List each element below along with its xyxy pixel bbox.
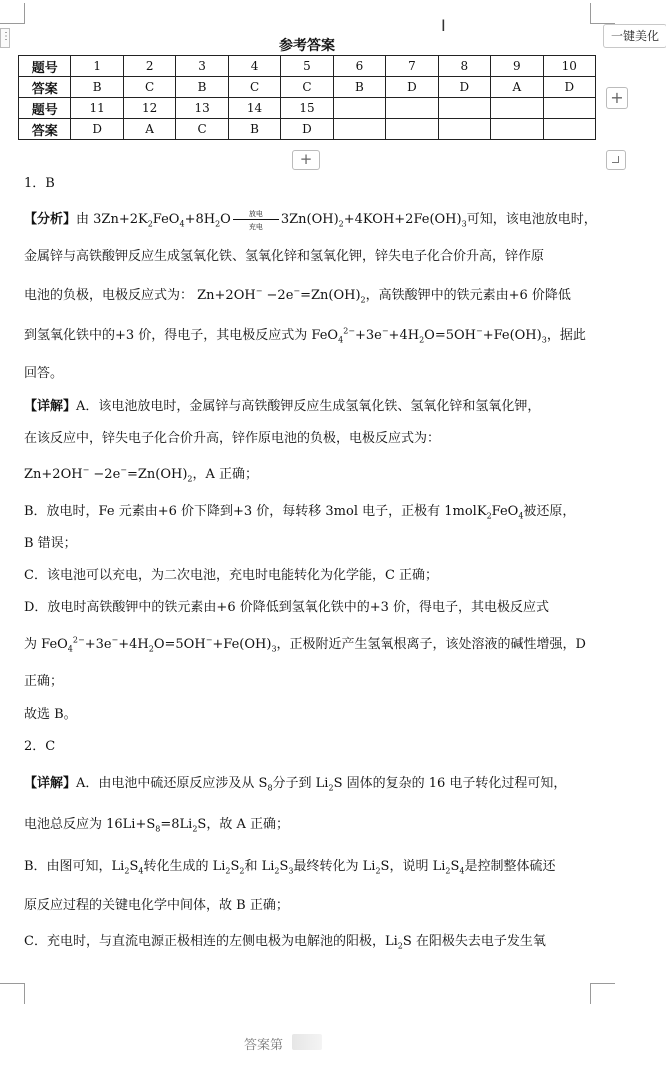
subscript: 4 xyxy=(179,219,185,229)
text: O=5OH xyxy=(153,637,206,652)
q1-option-d-line-3: 正确； xyxy=(24,674,64,689)
text: FeO xyxy=(152,212,180,227)
detail-tag: 【详解】 xyxy=(24,399,77,414)
subscript: 4 xyxy=(459,866,465,876)
table-cell: 11 xyxy=(71,98,123,119)
table-cell: D xyxy=(281,119,333,140)
subscript: 3 xyxy=(288,866,294,876)
text: =Zn(OH) xyxy=(300,288,361,303)
table-cell: B xyxy=(176,77,228,98)
text: +Fe(OH) xyxy=(212,637,272,652)
text: 转化生成的 Li xyxy=(143,859,226,874)
text: −2e xyxy=(89,467,121,482)
q1-analysis-line-1 xyxy=(24,208,597,229)
answer-table xyxy=(18,55,596,140)
page-title: 参考答案 xyxy=(279,38,335,54)
table-cell-empty xyxy=(543,119,595,140)
table-cell-empty xyxy=(543,98,595,119)
table-cell: B xyxy=(71,77,123,98)
text: S xyxy=(279,859,289,874)
subscript: 8 xyxy=(267,783,273,793)
table-cell: 5 xyxy=(281,56,333,77)
subscript: 2 xyxy=(445,866,451,876)
table-cell-empty xyxy=(438,119,490,140)
table-cell: 9 xyxy=(491,56,543,77)
table-cell: 6 xyxy=(333,56,385,77)
text: B．放电时，Fe 元素由+6 价下降到+3 价，每转移 3mol 电子，正极有 1molK xyxy=(24,504,487,519)
table-cell: 12 xyxy=(123,98,175,119)
subscript: 4 xyxy=(518,511,524,521)
subscript: 2 xyxy=(338,219,344,229)
table-cell: C xyxy=(228,77,280,98)
table-cell: C xyxy=(281,77,333,98)
detail-tag: 【详解】 xyxy=(24,776,77,791)
page-corner-mark-bottom-left xyxy=(0,983,25,1004)
subscript: 2 xyxy=(328,783,334,793)
subscript: 2 xyxy=(215,219,221,229)
text: A．该电池放电时，金属锌与高铁酸钾反应生成氢氧化铁、氢氧化锌和氢氧化钾， xyxy=(76,399,541,414)
table-cell: 8 xyxy=(438,56,490,77)
superscript: − xyxy=(293,286,301,296)
subscript: 8 xyxy=(155,824,161,834)
table-cell: 10 xyxy=(543,56,595,77)
subscript: 2 xyxy=(239,866,245,876)
table-row xyxy=(19,77,596,98)
q2-header: 2．C xyxy=(24,739,56,754)
table-cell: B xyxy=(333,77,385,98)
text: B．由图可知，Li xyxy=(24,859,125,874)
text: O=5OH xyxy=(424,328,476,343)
text: 到氢氧化铁中的+3 价，得电子，其电极反应式为 FeO xyxy=(24,328,339,343)
table-cell-header: 题号 xyxy=(19,98,71,119)
subscript: 2 xyxy=(274,866,280,876)
text: 3Zn(OH) xyxy=(280,212,339,227)
table-row xyxy=(19,56,596,77)
q1-analysis-line-4 xyxy=(24,324,586,345)
table-cell-empty xyxy=(438,98,490,119)
subscript: 3 xyxy=(271,644,277,654)
text: S xyxy=(129,859,139,874)
table-cell-header: 答案 xyxy=(19,77,71,98)
subscript: 2 xyxy=(225,866,231,876)
q1-option-d-line-2 xyxy=(24,633,586,654)
subscript: 2 xyxy=(192,824,198,834)
text: 被还原， xyxy=(523,504,576,519)
arrow-line xyxy=(233,219,279,220)
q1-header: 1．B xyxy=(24,176,55,191)
superscript: − xyxy=(255,286,263,296)
table-cell: 4 xyxy=(228,56,280,77)
q1-detail-line-1 xyxy=(24,395,540,414)
text: A．由电池中硫还原反应涉及从 S xyxy=(76,776,268,791)
superscript: − xyxy=(205,635,213,645)
text: 是控制整体硫还 xyxy=(464,859,556,874)
text: C．充电时，与直流电源正极相连的左侧电极为电解池的阳极，Li xyxy=(24,934,398,949)
text: +3e xyxy=(354,328,382,343)
superscript: 2− xyxy=(72,635,85,645)
text: 由 3Zn+2K xyxy=(76,212,148,227)
text: 可知，该电池放电时， xyxy=(466,212,597,227)
q2-detail-line-1 xyxy=(24,772,566,793)
text: S，故 A 正确； xyxy=(197,817,289,832)
text: 分子到 Li xyxy=(272,776,329,791)
table-cell-header: 题号 xyxy=(19,56,71,77)
text: 电池的负极，电极反应式为： Zn+2OH xyxy=(24,288,256,303)
text: S xyxy=(230,859,240,874)
q2-detail-line-2 xyxy=(24,813,289,834)
q1-analysis-line-3 xyxy=(24,284,571,305)
footer-page-number-blurred xyxy=(292,1034,322,1050)
text: =Zn(OH) xyxy=(126,467,188,482)
text: ，A 正确； xyxy=(192,467,259,482)
text: +4KOH+2Fe(OH) xyxy=(343,212,462,227)
q2-option-b-line-2: 原反应过程的关键电化学中间体，故 B 正确； xyxy=(24,898,289,913)
text: −2e xyxy=(262,288,294,303)
analysis-tag: 【分析】 xyxy=(24,212,77,227)
table-cell: D xyxy=(438,77,490,98)
table-cell-empty xyxy=(491,119,543,140)
beautify-button[interactable]: 一键美化 xyxy=(603,24,666,48)
subscript: 4 xyxy=(67,644,73,654)
table-cell: 7 xyxy=(386,56,438,77)
q1-detail-line-3 xyxy=(24,463,258,484)
table-cell: D xyxy=(543,77,595,98)
q1-detail-line-2: 在该反应中，锌失电子化合价升高，锌作原电池的负极，电极反应式为： xyxy=(24,431,441,446)
subscript: 2 xyxy=(419,335,425,345)
superscript: − xyxy=(120,465,127,475)
table-cell: 2 xyxy=(123,56,175,77)
text: 为 FeO xyxy=(24,637,68,652)
table-cell: C xyxy=(123,77,175,98)
subscript: 4 xyxy=(338,335,344,345)
table-cell-empty xyxy=(333,98,385,119)
table-cell: D xyxy=(386,77,438,98)
text: =8Li xyxy=(160,817,193,832)
table-cell: D xyxy=(71,119,123,140)
text: 和 Li xyxy=(244,859,275,874)
table-cell: 1 xyxy=(71,56,123,77)
arrow-top-label: 放电 xyxy=(248,209,263,218)
q1-option-d-line-1: D．放电时高铁酸钾中的铁元素由+6 价降低到氢氧化铁中的+3 价，得电子，其电极反应式 xyxy=(24,600,550,615)
arrow-bottom-label: 充电 xyxy=(248,222,263,231)
q1-analysis-line-2: 金属锌与高铁酸钾反应生成氢氧化铁、氢氧化锌和氢氧化钾，锌失电子化合价升高，锌作原 xyxy=(24,249,545,264)
table-cell: A xyxy=(491,77,543,98)
table-cell-empty xyxy=(386,98,438,119)
text: ，据此 xyxy=(546,328,586,343)
text: O xyxy=(220,212,231,227)
subscript: 2 xyxy=(147,219,153,229)
table-cell: B xyxy=(228,119,280,140)
subscript: 2 xyxy=(148,644,154,654)
table-row xyxy=(19,119,596,140)
text: ，正极附近产生氢氧根离子，该处溶液的碱性增强，D xyxy=(276,637,586,652)
q2-option-c-line-1 xyxy=(24,930,546,951)
text: 电池总反应为 16Li+S xyxy=(24,817,156,832)
text: S 在阳极失去电子发生氧 xyxy=(402,934,546,949)
text: Zn+2OH xyxy=(24,467,83,482)
text: S 固体的复杂的 16 电子转化过程可知， xyxy=(333,776,567,791)
subscript: 2 xyxy=(375,866,381,876)
table-cell-header: 答案 xyxy=(19,119,71,140)
reaction-arrow xyxy=(231,209,281,231)
q1-option-b-line-2: B 错误； xyxy=(24,536,77,551)
text: 最终转化为 Li xyxy=(293,859,376,874)
add-column-button[interactable]: + xyxy=(606,87,628,109)
text: +4H xyxy=(388,328,420,343)
page-corner-mark-bottom-right xyxy=(590,983,615,1004)
table-cell: 13 xyxy=(176,98,228,119)
superscript: − xyxy=(111,635,119,645)
text: FeO xyxy=(491,504,519,519)
text: +8H xyxy=(184,212,216,227)
q1-option-c-line: C．该电池可以充电，为二次电池，充电时电能转化为化学能，C 正确； xyxy=(24,568,439,583)
q1-choice-line: 故选 B。 xyxy=(24,707,77,722)
table-cell: C xyxy=(176,119,228,140)
text: ，高铁酸钾中的铁元素由+6 价降低 xyxy=(365,288,571,303)
page-corner-mark-top-left xyxy=(0,3,25,24)
q1-analysis-line-5: 回答。 xyxy=(24,366,64,381)
table-cell: 3 xyxy=(176,56,228,77)
text: +3e xyxy=(84,637,112,652)
table-row xyxy=(19,98,596,119)
subscript: 2 xyxy=(360,295,366,305)
table-cell-empty xyxy=(491,98,543,119)
add-row-button[interactable]: + xyxy=(292,150,320,170)
q1-option-b-line-1 xyxy=(24,500,575,521)
superscript: − xyxy=(475,326,483,336)
table-cell-empty xyxy=(333,119,385,140)
table-resize-icon[interactable] xyxy=(606,150,626,170)
subscript: 3 xyxy=(541,335,547,345)
text: +Fe(OH) xyxy=(482,328,542,343)
superscript: − xyxy=(381,326,389,336)
text-cursor-icon: I xyxy=(441,16,446,35)
table-move-handle[interactable]: ⋮ xyxy=(0,28,10,48)
subscript: 2 xyxy=(486,511,492,521)
page-corner-mark-top-right xyxy=(590,3,615,24)
text: +4H xyxy=(118,637,149,652)
subscript: 4 xyxy=(138,866,144,876)
superscript: − xyxy=(82,465,90,475)
subscript: 2 xyxy=(187,474,193,484)
superscript: 2− xyxy=(343,326,355,336)
text: S xyxy=(450,859,460,874)
table-cell: 14 xyxy=(228,98,280,119)
subscript: 2 xyxy=(397,941,403,951)
table-cell: A xyxy=(123,119,175,140)
table-cell-empty xyxy=(386,119,438,140)
subscript: 3 xyxy=(461,219,467,229)
text: S，说明 Li xyxy=(380,859,446,874)
subscript: 2 xyxy=(124,866,130,876)
table-cell: 15 xyxy=(281,98,333,119)
page-footer: 答案第 xyxy=(244,1038,284,1053)
q2-option-b-line-1 xyxy=(24,855,556,876)
